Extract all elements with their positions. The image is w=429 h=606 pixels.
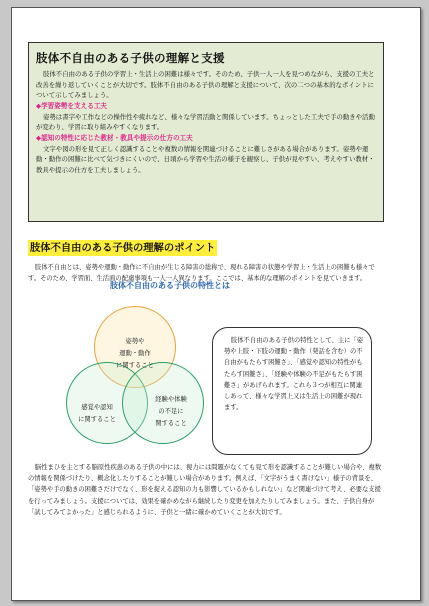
circle-top-line: に関すること bbox=[116, 362, 154, 369]
circle-top-label bbox=[102, 336, 168, 372]
circle-left-label bbox=[64, 402, 130, 426]
circle-right-line: の不足に bbox=[158, 408, 184, 415]
summary-box bbox=[28, 42, 384, 222]
section-title: 肢体不自由のある子供の理解のポイント bbox=[30, 242, 216, 254]
closing-paragraph: 脳性まひを主とする脳原性疾患のある子供の中には、視力には問題がなくても見て形を認識することが難しい場合や、複数の情報を関係づけたり、概念化したりすることが難しい場合があります。例えば、「文字がうまく書けない」様子の背景を、「姿勢や手の動きの困難さだけでなく、形を捉える認知の力も影響しているかもしれない」など関連づけて考え、必要な支援を行ってみましょう。支援については、効果を確かめながら継続したり変更を加えたりしてみましょう。また、子供自身が「試してみてよかった」と感じられるように、子供と一緒に確かめていくことが大切です。 bbox=[28, 464, 382, 516]
circle-right-label bbox=[140, 394, 202, 430]
point1-text: 姿勢は書字や工作などの操作性や疲れなど、様々な学習活動と関係しています。ちょっとした工夫で手の動きや活動が変わり、学習に取り組みやすくなります。 bbox=[36, 112, 375, 132]
point2-text: 文字や図の形を見て正しく認識することや複数の情報を関連づけることに難しさがある場合があります。姿勢や運動・動作の困難に比べて気づきにくいので、日頃から学習や生活の様子を観察し、子供が見やすい、考えやすい教材・教具や提示の仕方を工夫しましょう。 bbox=[36, 144, 375, 174]
circle-right-line: 経験や体験 bbox=[155, 396, 187, 403]
circle-top-line: 姿勢や bbox=[125, 338, 145, 345]
summary-title: 肢体不自由のある子供の理解と支援 bbox=[36, 51, 225, 65]
diagram-title: 肢体不自由のある子供の特性とは bbox=[110, 281, 230, 290]
explanation-text: 肢体不自由のある子供の特性として、主に「姿勢や上肢・下肢の運動・動作（発話を含む）の不自由がもたらす困難さ」、「感覚や認知の特性がもたらす困難さ」、「経験や体験の不足がもたらす困難さ」があげられます。これら３つが相互に関連しあって、様々な学習上又は生活上の困難が現れます。 bbox=[224, 337, 364, 412]
point1-heading: ◆学習姿勢を支える工夫 bbox=[36, 102, 108, 111]
circle-right-line: 関すること bbox=[155, 420, 187, 427]
section-intro: 肢体不自由とは、姿勢や運動・動作に不自由が生じる障害の総称で、現れる障害の状態や学習上・生活上の困難も様々です。そのため、学習面、生活面の配慮事項も一人一人異なります。ここでは、基本的な理解のポイントを見ていきます。 bbox=[28, 264, 375, 283]
circle-left-line: 感覚や認知 bbox=[81, 404, 113, 411]
point2-heading: ◆認知の特性に応じた教材・教具や提示の仕方の工夫 bbox=[36, 134, 193, 143]
summary-intro: 肢体不自由のある子供の学習上・生活上の困難は様々です。そのため、子供一人一人を見つめながら、支援の工夫と改善を繰り返していくことが大切です。肢体不自由のある子供の理解と支援について、次の二つの基本的なポイントについて示してみましょう。 bbox=[36, 70, 375, 100]
circle-top-line: 運動・動作 bbox=[119, 350, 151, 357]
circle-left-line: に関すること bbox=[78, 416, 116, 423]
venn-diagram bbox=[60, 300, 210, 450]
explanation-box bbox=[212, 327, 372, 455]
